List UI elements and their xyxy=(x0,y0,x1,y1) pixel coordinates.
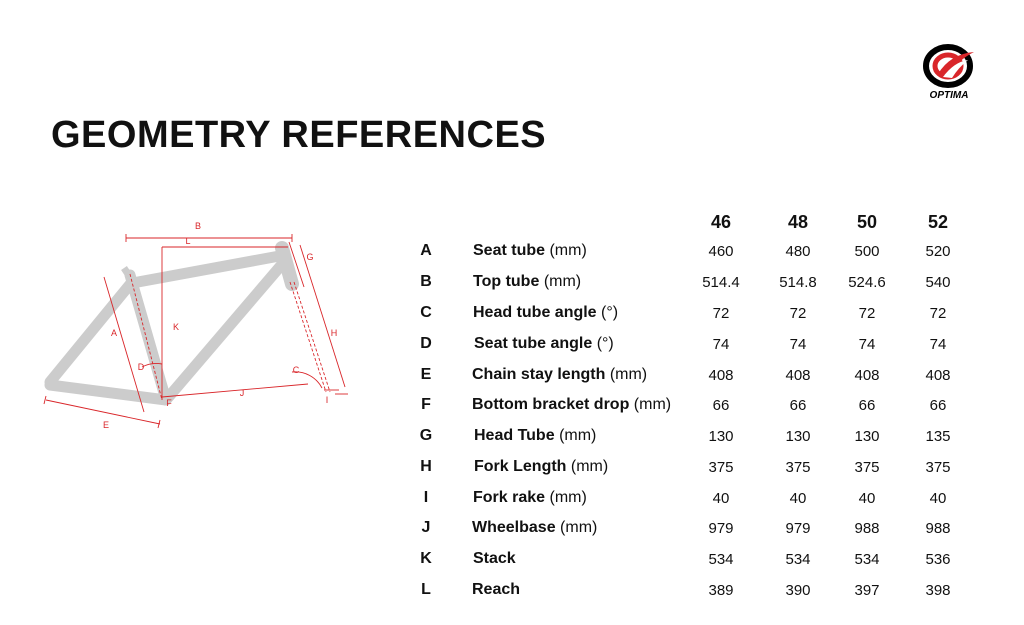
row-unit: (°) xyxy=(596,335,614,352)
head-tube xyxy=(282,248,292,284)
diagram-label-a: A xyxy=(110,328,118,338)
row-letter: E xyxy=(420,366,432,383)
row-value: 130 xyxy=(785,428,811,445)
row-value: 536 xyxy=(925,551,951,568)
row-letter: K xyxy=(420,550,432,567)
row-name: Fork rake xyxy=(473,489,546,506)
row-value: 40 xyxy=(858,490,876,507)
frame-tubes xyxy=(50,255,285,400)
row-letter: D xyxy=(420,335,432,352)
row-unit: (mm) xyxy=(570,458,609,475)
row-value: 72 xyxy=(712,305,730,322)
row-value: 74 xyxy=(712,336,730,353)
row-value: 514.4 xyxy=(702,274,740,291)
row-label xyxy=(474,458,608,476)
row-letter: G xyxy=(419,427,433,444)
row-name: Top tube xyxy=(473,273,540,290)
row-value: 72 xyxy=(929,305,947,322)
row-value: 390 xyxy=(785,582,811,599)
row-letter: F xyxy=(421,396,431,413)
row-value: 389 xyxy=(708,582,734,599)
row-unit: (mm) xyxy=(560,519,598,536)
row-value: 979 xyxy=(785,520,811,537)
row-value: 500 xyxy=(854,243,880,260)
row-label xyxy=(474,335,614,353)
row-value: 408 xyxy=(854,367,880,384)
row-value: 72 xyxy=(858,305,876,322)
row-value: 408 xyxy=(785,367,811,384)
row-value: 408 xyxy=(708,367,734,384)
row-value: 988 xyxy=(854,520,880,537)
diagram-label-j: J xyxy=(239,388,245,398)
row-name: Wheelbase xyxy=(472,519,556,536)
row-label xyxy=(472,519,597,537)
optima-logo xyxy=(916,44,982,102)
row-value: 66 xyxy=(929,397,947,414)
page-title: GEOMETRY REFERENCES xyxy=(51,114,547,156)
row-value: 40 xyxy=(789,490,807,507)
row-value: 66 xyxy=(789,397,807,414)
row-value: 66 xyxy=(858,397,876,414)
row-name: Stack xyxy=(473,550,516,567)
row-value: 480 xyxy=(785,243,811,260)
row-value: 135 xyxy=(925,428,951,445)
row-name: Head Tube xyxy=(474,427,555,444)
row-value: 534 xyxy=(854,551,880,568)
diagram-label-k: K xyxy=(172,322,180,332)
row-value: 375 xyxy=(785,459,811,476)
row-value: 74 xyxy=(929,336,947,353)
row-value: 74 xyxy=(858,336,876,353)
row-value: 375 xyxy=(854,459,880,476)
row-value: 540 xyxy=(925,274,951,291)
row-value: 408 xyxy=(925,367,951,384)
row-unit: (mm) xyxy=(549,489,587,506)
row-label xyxy=(473,304,618,322)
row-value: 72 xyxy=(789,305,807,322)
row-value: 130 xyxy=(854,428,880,445)
row-value: 534 xyxy=(785,551,811,568)
diagram-label-b: B xyxy=(194,221,202,231)
diagram-label-c: C xyxy=(292,365,300,375)
row-name: Seat tube angle xyxy=(474,335,593,352)
diagram-label-g: G xyxy=(306,252,314,262)
row-letter: B xyxy=(420,273,432,290)
row-unit: (mm) xyxy=(559,427,597,444)
row-value: 40 xyxy=(929,490,947,507)
row-value: 130 xyxy=(708,428,734,445)
size-header-46: 46 xyxy=(710,212,732,232)
row-value: 979 xyxy=(708,520,734,537)
size-header-48: 48 xyxy=(787,212,809,232)
row-unit: (mm) xyxy=(633,396,672,413)
row-value: 460 xyxy=(708,243,734,260)
row-label xyxy=(474,427,596,445)
row-value: 534 xyxy=(708,551,734,568)
row-value: 74 xyxy=(789,336,807,353)
diagram-label-l: L xyxy=(185,236,191,246)
row-letter: A xyxy=(420,242,432,259)
row-name: Bottom bracket drop xyxy=(472,396,630,413)
size-header-50: 50 xyxy=(856,212,878,232)
row-value: 40 xyxy=(712,490,730,507)
row-label xyxy=(472,581,520,599)
row-label xyxy=(473,273,581,291)
row-value: 520 xyxy=(925,243,951,260)
row-label xyxy=(473,242,587,260)
row-name: Seat tube xyxy=(473,242,546,259)
diagram-label-d: D xyxy=(137,362,145,372)
row-name: Reach xyxy=(472,581,521,598)
diagram-label-f: F xyxy=(166,398,172,408)
row-label xyxy=(472,366,647,384)
row-value: 398 xyxy=(925,582,951,599)
size-header-52: 52 xyxy=(927,212,949,232)
row-letter: C xyxy=(420,304,432,321)
diagram-label-e: E xyxy=(102,420,110,430)
seat-post xyxy=(124,268,128,274)
logo-wordmark: OPTIMA xyxy=(929,90,969,101)
row-name: Chain stay length xyxy=(472,366,606,383)
diagram-label-i: I xyxy=(325,395,329,405)
row-value: 375 xyxy=(708,459,734,476)
row-name: Head tube angle xyxy=(473,304,597,321)
row-value: 397 xyxy=(854,582,880,599)
row-label xyxy=(473,489,587,507)
row-label xyxy=(472,396,671,414)
row-unit: (mm) xyxy=(609,366,648,383)
frame-geometry-diagram xyxy=(38,212,358,434)
row-label xyxy=(473,550,516,568)
row-unit: (mm) xyxy=(543,273,582,290)
row-value: 66 xyxy=(712,397,730,414)
row-letter: I xyxy=(423,489,429,506)
row-unit: (°) xyxy=(601,304,619,321)
row-value: 988 xyxy=(925,520,951,537)
row-letter: J xyxy=(421,519,431,536)
diagram-label-h: H xyxy=(330,328,338,338)
row-value: 524.6 xyxy=(848,274,886,291)
row-value: 375 xyxy=(925,459,951,476)
row-name: Fork Length xyxy=(474,458,567,475)
row-unit: (mm) xyxy=(549,242,587,259)
row-letter: L xyxy=(421,581,431,598)
row-letter: H xyxy=(420,458,432,475)
row-value: 514.8 xyxy=(779,274,817,291)
